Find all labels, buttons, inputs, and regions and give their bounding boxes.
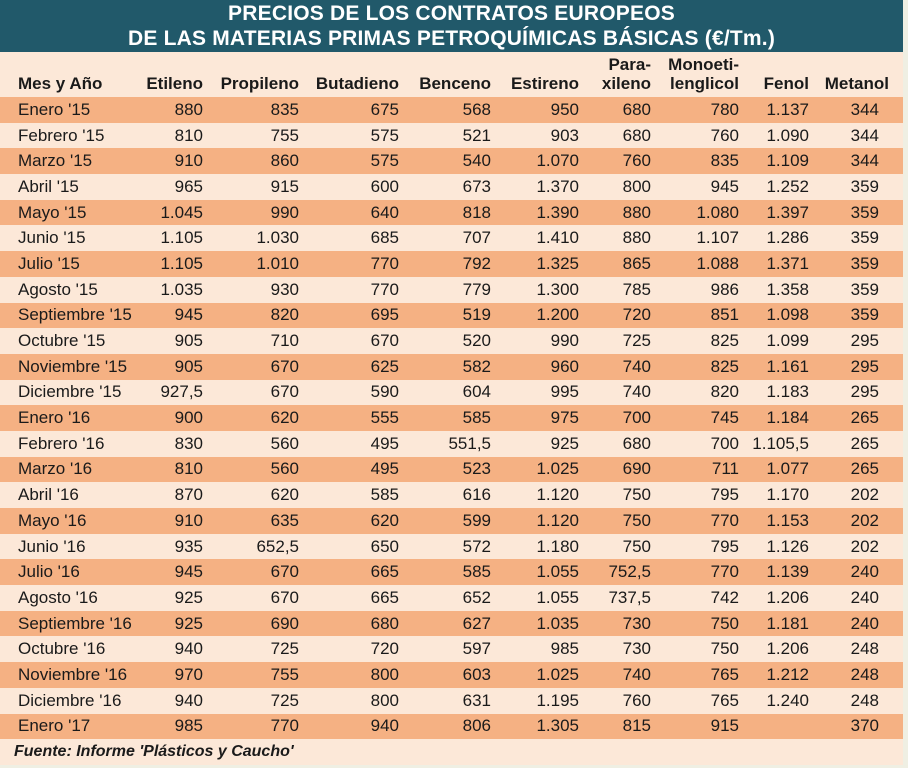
value-cell: 665 (307, 559, 407, 585)
value-cell: 800 (587, 174, 659, 200)
value-cell: 945 (143, 559, 211, 585)
value-cell: 810 (143, 123, 211, 149)
value-cell: 1.098 (747, 303, 817, 329)
prices-table (0, 52, 903, 765)
table-row (0, 559, 903, 585)
value-cell: 359 (817, 174, 903, 200)
month-cell: Marzo '16 (0, 457, 143, 483)
value-cell: 985 (499, 636, 587, 662)
value-cell: 925 (143, 585, 211, 611)
value-cell: 1.325 (499, 251, 587, 277)
month-cell: Julio '15 (0, 251, 143, 277)
value-cell: 815 (587, 714, 659, 740)
value-cell: 860 (211, 148, 307, 174)
value-cell: 240 (817, 559, 903, 585)
value-cell: 202 (817, 482, 903, 508)
value-cell: 248 (817, 662, 903, 688)
table-row (0, 148, 903, 174)
value-cell: 945 (659, 174, 747, 200)
value-cell: 711 (659, 457, 747, 483)
value-cell: 810 (143, 457, 211, 483)
value-cell: 560 (211, 457, 307, 483)
value-cell: 740 (587, 662, 659, 688)
table-row (0, 457, 903, 483)
value-cell: 265 (817, 457, 903, 483)
value-cell: 915 (659, 714, 747, 740)
value-cell: 1.183 (747, 380, 817, 406)
table-row (0, 482, 903, 508)
value-cell: 990 (211, 200, 307, 226)
value-cell: 1.055 (499, 559, 587, 585)
value-cell: 670 (211, 354, 307, 380)
value-cell: 818 (407, 200, 499, 226)
value-cell: 725 (587, 328, 659, 354)
value-cell: 603 (407, 662, 499, 688)
value-cell: 1.358 (747, 277, 817, 303)
value-cell: 670 (211, 380, 307, 406)
value-cell: 970 (143, 662, 211, 688)
value-cell: 880 (143, 97, 211, 123)
value-cell: 495 (307, 431, 407, 457)
value-cell: 572 (407, 534, 499, 560)
value-cell: 1.212 (747, 662, 817, 688)
value-cell: 825 (659, 328, 747, 354)
value-cell: 779 (407, 277, 499, 303)
month-cell: Febrero '16 (0, 431, 143, 457)
value-cell: 730 (587, 611, 659, 637)
value-cell: 665 (307, 585, 407, 611)
column-header-metanol: Metanol (817, 52, 903, 97)
value-cell: 1.126 (747, 534, 817, 560)
value-cell: 1.137 (747, 97, 817, 123)
value-cell: 1.252 (747, 174, 817, 200)
month-cell: Agosto '16 (0, 585, 143, 611)
value-cell: 750 (587, 534, 659, 560)
value-cell: 870 (143, 482, 211, 508)
value-cell: 1.371 (747, 251, 817, 277)
value-cell: 740 (587, 354, 659, 380)
value-cell: 960 (499, 354, 587, 380)
value-cell: 585 (407, 559, 499, 585)
month-cell: Enero '15 (0, 97, 143, 123)
value-cell: 650 (307, 534, 407, 560)
value-cell: 1.200 (499, 303, 587, 329)
month-cell: Abril '16 (0, 482, 143, 508)
table-row (0, 174, 903, 200)
value-cell: 830 (143, 431, 211, 457)
value-cell: 670 (211, 559, 307, 585)
value-cell: 359 (817, 251, 903, 277)
value-cell: 835 (659, 148, 747, 174)
table-row (0, 534, 903, 560)
value-cell: 740 (587, 380, 659, 406)
table-title-line-2: DE LAS MATERIAS PRIMAS PETROQUÍMICAS BÁSICAS (€/Tm.) (127, 27, 776, 50)
value-cell: 910 (143, 148, 211, 174)
table-title-line-1: PRECIOS DE LOS CONTRATOS EUROPEOS (228, 2, 675, 25)
month-cell: Noviembre '16 (0, 662, 143, 688)
value-cell: 1.170 (747, 482, 817, 508)
value-cell: 1.109 (747, 148, 817, 174)
column-header-monoetilenglicol: Monoeti- lenglicol (659, 52, 747, 97)
table-row (0, 200, 903, 226)
table-row (0, 97, 903, 123)
value-cell: 770 (211, 714, 307, 740)
value-cell: 675 (307, 97, 407, 123)
value-cell: 903 (499, 123, 587, 149)
value-cell: 927,5 (143, 380, 211, 406)
value-cell: 752,5 (587, 559, 659, 585)
column-header-mes-y-ano: Mes y Año (0, 52, 143, 97)
value-cell: 640 (307, 200, 407, 226)
value-cell: 930 (211, 277, 307, 303)
value-cell: 760 (587, 688, 659, 714)
value-cell: 597 (407, 636, 499, 662)
value-cell: 1.139 (747, 559, 817, 585)
value-cell: 700 (659, 431, 747, 457)
value-cell: 248 (817, 636, 903, 662)
value-cell: 599 (407, 508, 499, 534)
value-cell: 344 (817, 148, 903, 174)
value-cell: 700 (587, 405, 659, 431)
value-cell: 825 (659, 354, 747, 380)
value-cell: 750 (659, 636, 747, 662)
value-cell: 965 (143, 174, 211, 200)
month-cell: Abril '15 (0, 174, 143, 200)
value-cell: 1.300 (499, 277, 587, 303)
month-cell: Junio '15 (0, 225, 143, 251)
month-cell: Septiembre '16 (0, 611, 143, 637)
value-cell: 523 (407, 457, 499, 483)
value-cell: 1.080 (659, 200, 747, 226)
value-cell: 800 (307, 688, 407, 714)
value-cell: 905 (143, 354, 211, 380)
month-cell: Octubre '16 (0, 636, 143, 662)
value-cell: 940 (143, 636, 211, 662)
value-cell: 690 (211, 611, 307, 637)
value-cell: 521 (407, 123, 499, 149)
value-cell: 265 (817, 431, 903, 457)
value-cell: 1.240 (747, 688, 817, 714)
value-cell: 806 (407, 714, 499, 740)
month-cell: Marzo '15 (0, 148, 143, 174)
column-header-paraxileno: Para- xileno (587, 52, 659, 97)
table-row (0, 585, 903, 611)
value-cell: 670 (211, 585, 307, 611)
value-cell: 1.397 (747, 200, 817, 226)
table-row (0, 508, 903, 534)
value-cell: 1.030 (211, 225, 307, 251)
value-cell: 1.105 (143, 251, 211, 277)
value-cell: 795 (659, 534, 747, 560)
month-cell: Septiembre '15 (0, 303, 143, 329)
month-cell: Mayo '15 (0, 200, 143, 226)
value-cell: 519 (407, 303, 499, 329)
value-cell: 1.055 (499, 585, 587, 611)
column-header-estireno: Estireno (499, 52, 587, 97)
value-cell: 673 (407, 174, 499, 200)
value-cell: 1.025 (499, 662, 587, 688)
value-cell: 1.107 (659, 225, 747, 251)
value-cell: 760 (659, 123, 747, 149)
value-cell: 344 (817, 123, 903, 149)
value-cell: 568 (407, 97, 499, 123)
table-row (0, 662, 903, 688)
value-cell: 680 (587, 123, 659, 149)
month-cell: Diciembre '16 (0, 688, 143, 714)
value-cell: 370 (817, 714, 903, 740)
value-cell: 1.077 (747, 457, 817, 483)
value-cell: 915 (211, 174, 307, 200)
value-cell: 652 (407, 585, 499, 611)
month-cell: Junio '16 (0, 534, 143, 560)
value-cell: 925 (499, 431, 587, 457)
value-cell: 585 (307, 482, 407, 508)
source-note: Fuente: Informe 'Plásticos y Caucho' (0, 739, 903, 765)
month-cell: Diciembre '15 (0, 380, 143, 406)
value-cell: 1.088 (659, 251, 747, 277)
table-row (0, 405, 903, 431)
value-cell: 690 (587, 457, 659, 483)
value-cell: 910 (143, 508, 211, 534)
value-cell: 695 (307, 303, 407, 329)
month-cell: Octubre '15 (0, 328, 143, 354)
value-cell: 905 (143, 328, 211, 354)
value-cell: 1.105,5 (747, 431, 817, 457)
value-cell: 295 (817, 354, 903, 380)
month-cell: Julio '16 (0, 559, 143, 585)
value-cell: 295 (817, 380, 903, 406)
value-cell: 1.410 (499, 225, 587, 251)
value-cell: 680 (587, 431, 659, 457)
value-cell: 240 (817, 585, 903, 611)
value-cell: 1.010 (211, 251, 307, 277)
value-cell: 600 (307, 174, 407, 200)
value-cell: 770 (307, 277, 407, 303)
value-cell: 652,5 (211, 534, 307, 560)
value-cell: 359 (817, 200, 903, 226)
value-cell: 770 (659, 559, 747, 585)
value-cell: 627 (407, 611, 499, 637)
value-cell: 880 (587, 200, 659, 226)
value-cell: 945 (143, 303, 211, 329)
value-cell: 1.120 (499, 482, 587, 508)
value-cell: 575 (307, 148, 407, 174)
table-body (0, 97, 903, 739)
table-row (0, 611, 903, 637)
value-cell: 900 (143, 405, 211, 431)
table-row (0, 354, 903, 380)
value-cell: 540 (407, 148, 499, 174)
value-cell: 925 (143, 611, 211, 637)
value-cell: 707 (407, 225, 499, 251)
table-row (0, 251, 903, 277)
value-cell: 359 (817, 225, 903, 251)
value-cell: 737,5 (587, 585, 659, 611)
value-cell: 755 (211, 123, 307, 149)
table-row (0, 688, 903, 714)
value-cell: 555 (307, 405, 407, 431)
table-row (0, 380, 903, 406)
value-cell: 585 (407, 405, 499, 431)
value-cell: 635 (211, 508, 307, 534)
value-cell: 792 (407, 251, 499, 277)
value-cell: 1.035 (499, 611, 587, 637)
value-cell: 560 (211, 431, 307, 457)
value-cell: 725 (211, 688, 307, 714)
table-row (0, 303, 903, 329)
value-cell: 1.181 (747, 611, 817, 637)
value-cell: 248 (817, 688, 903, 714)
value-cell: 202 (817, 508, 903, 534)
value-cell: 745 (659, 405, 747, 431)
value-cell: 680 (587, 97, 659, 123)
value-cell: 1.390 (499, 200, 587, 226)
value-cell: 1.206 (747, 585, 817, 611)
value-cell: 730 (587, 636, 659, 662)
value-cell: 765 (659, 688, 747, 714)
column-header-fenol: Fenol (747, 52, 817, 97)
value-cell: 590 (307, 380, 407, 406)
column-header-etileno: Etileno (143, 52, 211, 97)
value-cell: 1.206 (747, 636, 817, 662)
value-cell: 1.305 (499, 714, 587, 740)
value-cell: 785 (587, 277, 659, 303)
value-cell: 720 (307, 636, 407, 662)
value-cell: 1.286 (747, 225, 817, 251)
value-cell: 835 (211, 97, 307, 123)
value-cell: 742 (659, 585, 747, 611)
value-cell: 1.153 (747, 508, 817, 534)
month-cell: Enero '16 (0, 405, 143, 431)
value-cell: 202 (817, 534, 903, 560)
value-cell: 940 (143, 688, 211, 714)
value-cell: 359 (817, 277, 903, 303)
value-cell: 620 (307, 508, 407, 534)
value-cell: 820 (211, 303, 307, 329)
value-cell: 710 (211, 328, 307, 354)
month-cell: Febrero '15 (0, 123, 143, 149)
column-header-butadieno: Butadieno (307, 52, 407, 97)
value-cell: 359 (817, 303, 903, 329)
value-cell: 750 (587, 482, 659, 508)
value-cell: 1.184 (747, 405, 817, 431)
value-cell: 685 (307, 225, 407, 251)
value-cell: 986 (659, 277, 747, 303)
value-cell: 1.120 (499, 508, 587, 534)
value-cell: 760 (587, 148, 659, 174)
value-cell: 1.045 (143, 200, 211, 226)
table-header-row (0, 52, 903, 97)
value-cell: 1.099 (747, 328, 817, 354)
value-cell: 750 (587, 508, 659, 534)
table-row (0, 123, 903, 149)
value-cell: 780 (659, 97, 747, 123)
value-cell: 755 (211, 662, 307, 688)
value-cell: 1.180 (499, 534, 587, 560)
value-cell: 1.195 (499, 688, 587, 714)
column-header-propileno: Propileno (211, 52, 307, 97)
table-row (0, 714, 903, 740)
value-cell: 935 (143, 534, 211, 560)
value-cell: 265 (817, 405, 903, 431)
value-cell: 240 (817, 611, 903, 637)
column-header-benceno: Benceno (407, 52, 499, 97)
value-cell: 880 (587, 225, 659, 251)
table-row (0, 277, 903, 303)
value-cell: 950 (499, 97, 587, 123)
value-cell: 1.161 (747, 354, 817, 380)
month-cell: Agosto '15 (0, 277, 143, 303)
value-cell: 985 (143, 714, 211, 740)
value-cell: 750 (659, 611, 747, 637)
value-cell: 851 (659, 303, 747, 329)
value-cell: 582 (407, 354, 499, 380)
value-cell: 720 (587, 303, 659, 329)
value-cell: 620 (211, 482, 307, 508)
table-row (0, 225, 903, 251)
value-cell: 575 (307, 123, 407, 149)
value-cell: 680 (307, 611, 407, 637)
value-cell: 604 (407, 380, 499, 406)
value-cell: 1.025 (499, 457, 587, 483)
value-cell: 725 (211, 636, 307, 662)
value-cell: 620 (211, 405, 307, 431)
month-cell: Enero '17 (0, 714, 143, 740)
value-cell: 770 (659, 508, 747, 534)
value-cell: 865 (587, 251, 659, 277)
table-row (0, 431, 903, 457)
value-cell: 670 (307, 328, 407, 354)
value-cell: 625 (307, 354, 407, 380)
month-cell: Noviembre '15 (0, 354, 143, 380)
value-cell: 1.070 (499, 148, 587, 174)
value-cell: 344 (817, 97, 903, 123)
value-cell: 295 (817, 328, 903, 354)
table-title (0, 0, 903, 52)
table-row (0, 328, 903, 354)
value-cell: 1.035 (143, 277, 211, 303)
value-cell: 990 (499, 328, 587, 354)
value-cell (747, 714, 817, 740)
value-cell: 940 (307, 714, 407, 740)
value-cell: 795 (659, 482, 747, 508)
value-cell: 1.105 (143, 225, 211, 251)
value-cell: 995 (499, 380, 587, 406)
value-cell: 616 (407, 482, 499, 508)
month-cell: Mayo '16 (0, 508, 143, 534)
value-cell: 800 (307, 662, 407, 688)
value-cell: 520 (407, 328, 499, 354)
value-cell: 820 (659, 380, 747, 406)
value-cell: 770 (307, 251, 407, 277)
value-cell: 765 (659, 662, 747, 688)
value-cell: 1.370 (499, 174, 587, 200)
table-footer-row (0, 739, 903, 765)
value-cell: 975 (499, 405, 587, 431)
table-row (0, 636, 903, 662)
value-cell: 631 (407, 688, 499, 714)
value-cell: 495 (307, 457, 407, 483)
value-cell: 551,5 (407, 431, 499, 457)
value-cell: 1.090 (747, 123, 817, 149)
